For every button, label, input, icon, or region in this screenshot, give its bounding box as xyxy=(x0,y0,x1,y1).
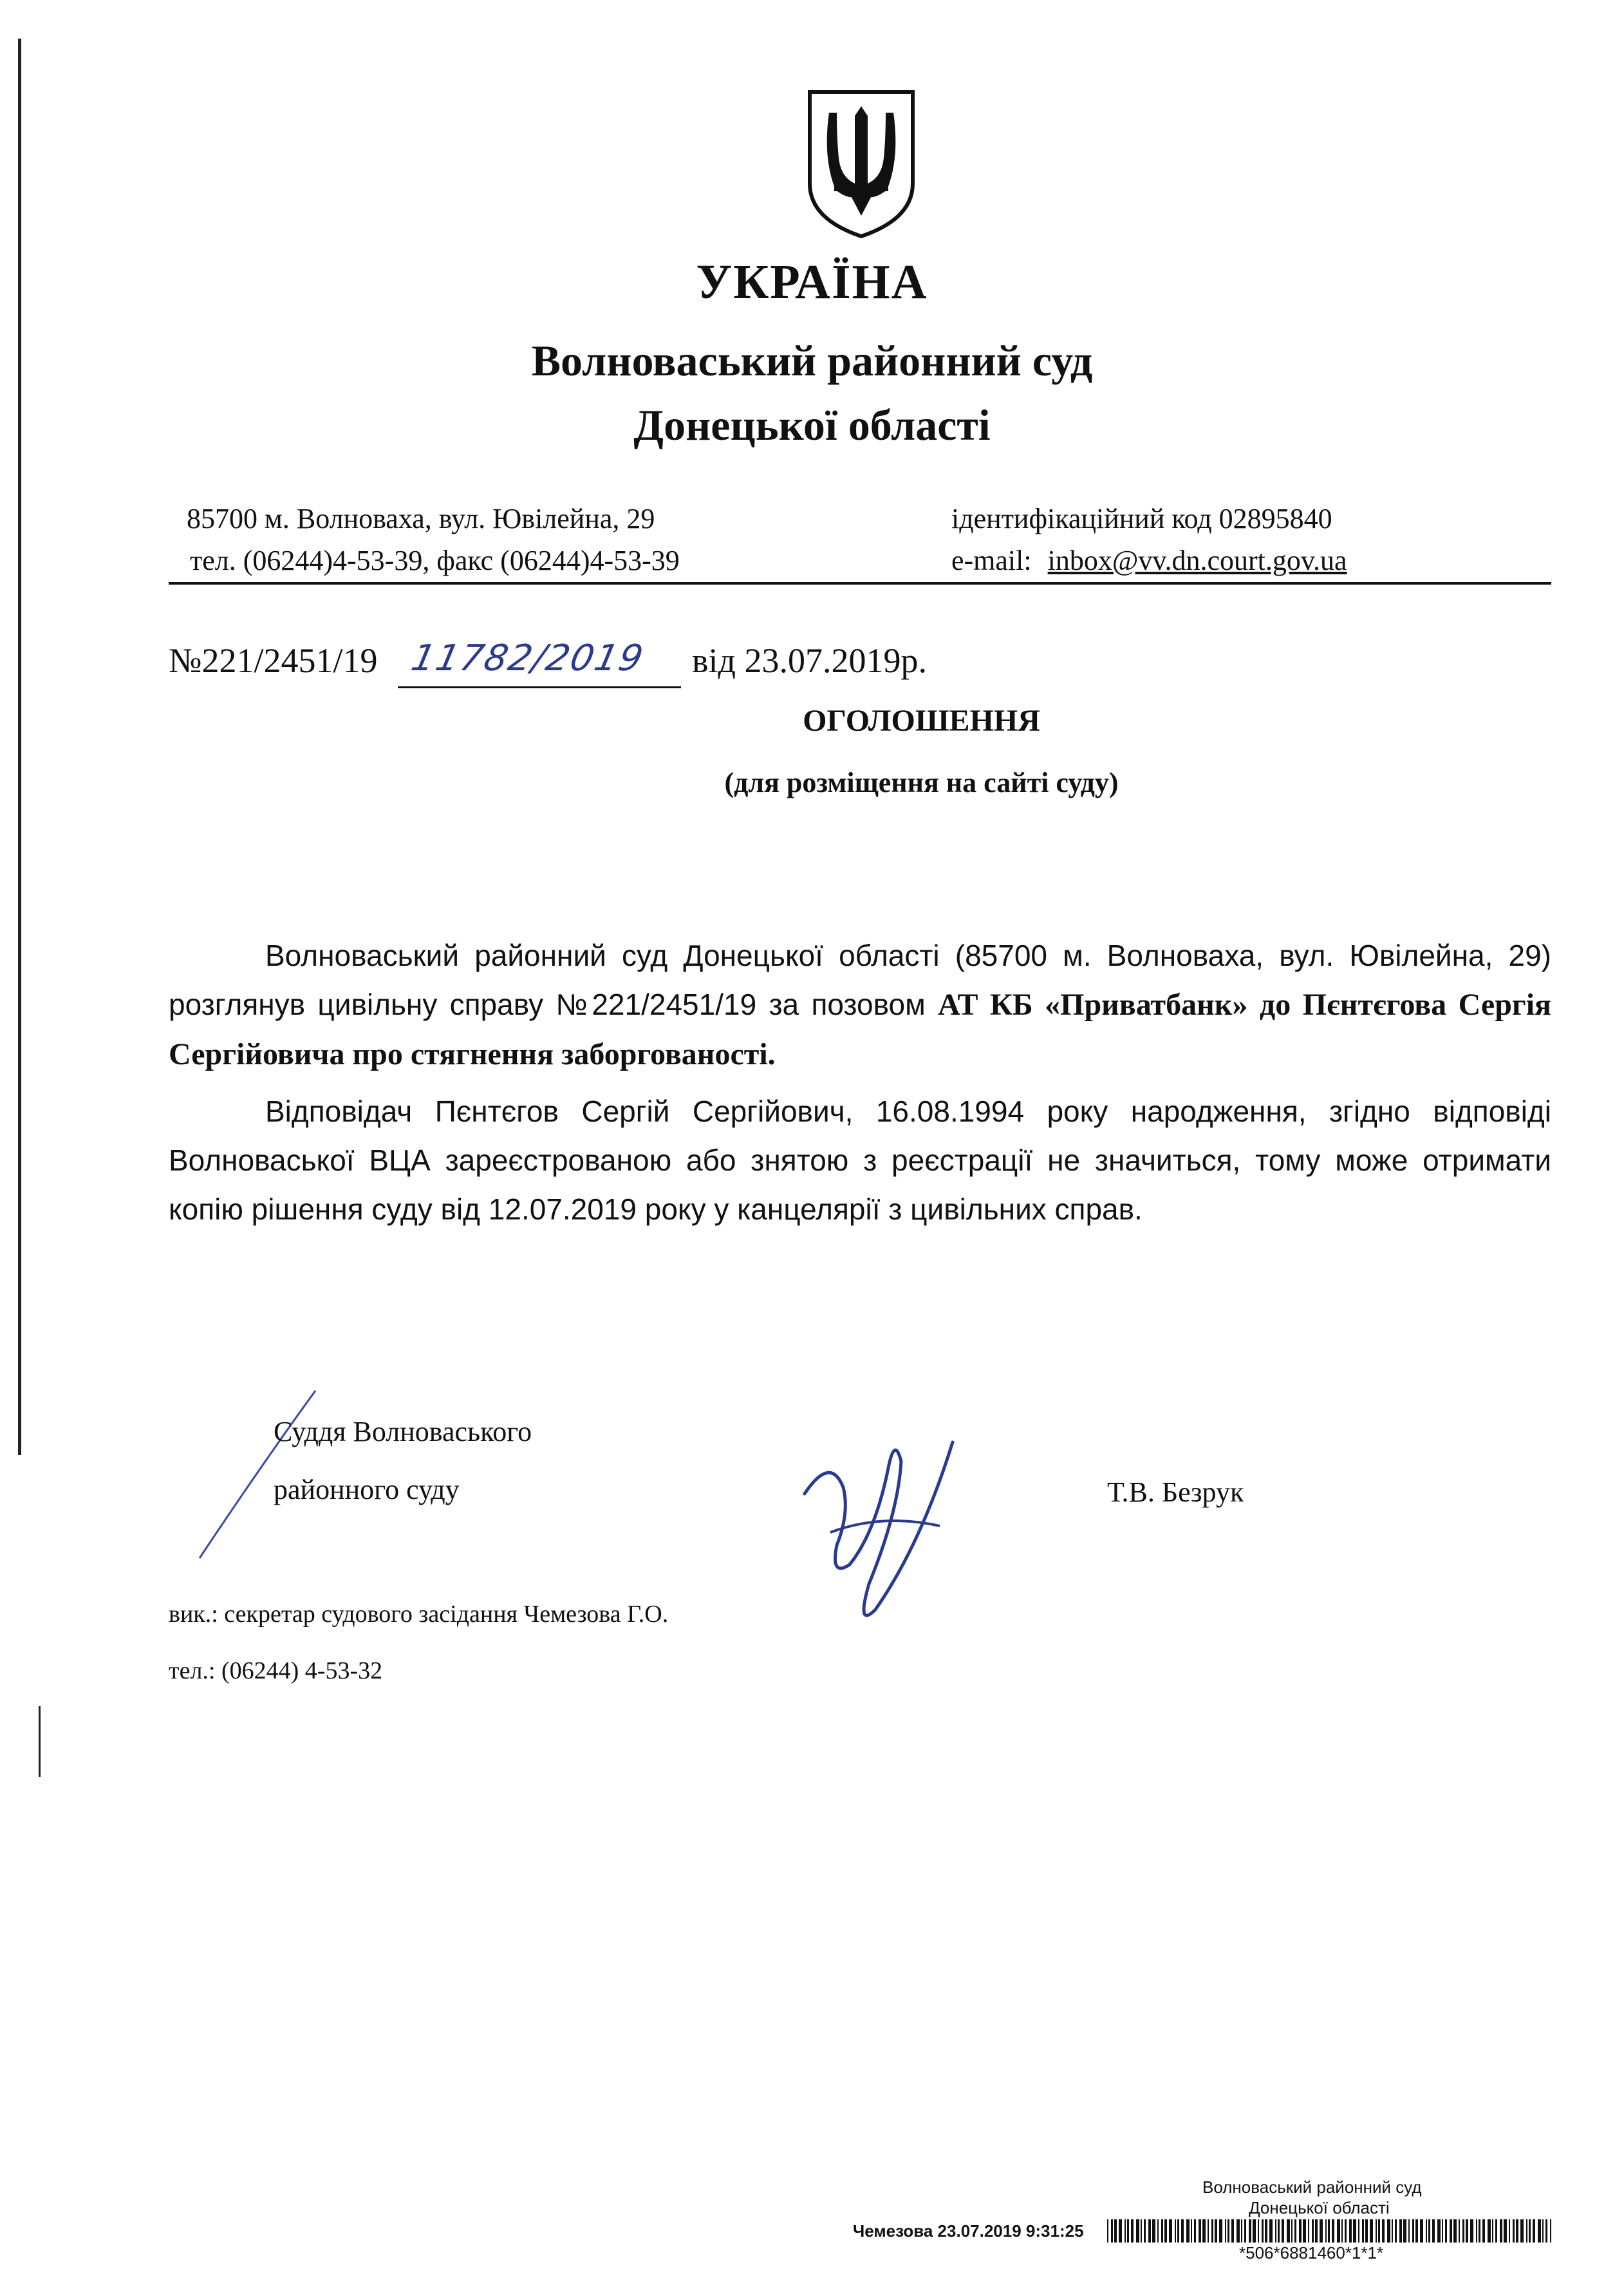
identification-code: ідентифікаційний код 02895840 xyxy=(951,503,1332,534)
barcode-bar xyxy=(1186,2219,1190,2243)
scan-edge-line xyxy=(18,39,21,1455)
barcode-bar xyxy=(1362,2219,1364,2243)
barcode-bar xyxy=(1199,2219,1201,2243)
barcode-bar xyxy=(1403,2219,1406,2243)
barcode-bar xyxy=(1208,2219,1209,2243)
barcode-bar xyxy=(1365,2219,1368,2243)
barcode-bar xyxy=(1428,2219,1430,2243)
barcode-bar xyxy=(1127,2219,1129,2243)
barcode-bar xyxy=(1459,2219,1460,2243)
paragraph-claim xyxy=(169,931,1551,1079)
country-heading: УКРАЇНА xyxy=(696,255,928,309)
barcode-bar xyxy=(1415,2219,1418,2243)
judge-name: Т.В. Безрук xyxy=(1107,1476,1244,1508)
barcode-bar xyxy=(1315,2219,1318,2243)
barcode-bar xyxy=(1488,2219,1491,2243)
barcode-bar xyxy=(1337,2219,1340,2243)
address-phones: тел. (06244)4-53-39, факс (06244)4-53-39 xyxy=(190,545,680,576)
barcode-bar xyxy=(1426,2219,1427,2243)
stamp-operator: Чемезова 23.07.2019 9:31:25 xyxy=(853,2221,1084,2241)
barcode-bar xyxy=(1219,2219,1222,2243)
barcode-bar xyxy=(1294,2219,1296,2243)
address-postal: 85700 м. Волноваха, вул. Ювілейна, 29 xyxy=(187,503,655,534)
stamp-court-name: Волноваський районний суд xyxy=(1202,2177,1422,2197)
court-region: Донецької області xyxy=(633,400,991,449)
barcode-bar xyxy=(1529,2219,1531,2243)
barcode-bar xyxy=(1291,2219,1293,2243)
barcode-bar xyxy=(1269,2219,1273,2243)
barcode-bar xyxy=(1470,2219,1473,2243)
document-title: ОГОЛОШЕННЯ xyxy=(803,704,1040,738)
barcode-bar xyxy=(1119,2219,1122,2243)
barcode-bar xyxy=(1341,2219,1343,2243)
barcode-bar xyxy=(1482,2219,1485,2243)
barcode-bar xyxy=(1542,2219,1544,2243)
barcode-bar xyxy=(1231,2219,1234,2243)
barcode-bar xyxy=(1358,2219,1359,2243)
barcode-bar xyxy=(1533,2219,1535,2243)
barcode-bar xyxy=(1299,2219,1302,2243)
stamp-court-region: Донецької області xyxy=(1249,2198,1390,2217)
barcode-bar xyxy=(1399,2219,1402,2243)
court-name: Волноваський районний суд xyxy=(531,336,1093,385)
paragraph-claim-bold: АТ КБ «Приватбанк» до Пєнтєгова Сергія Сергійовича про стягнення заборгованості. xyxy=(169,988,1551,1071)
barcode-bar xyxy=(1462,2219,1464,2243)
barcode-bar xyxy=(1492,2219,1493,2243)
barcode xyxy=(1107,2219,1551,2243)
barcode-bar xyxy=(1169,2219,1172,2243)
barcode-bar xyxy=(1450,2219,1452,2243)
barcode-bar xyxy=(1320,2219,1323,2243)
court-heading xyxy=(0,328,1624,457)
barcode-bar xyxy=(1308,2219,1309,2243)
barcode-bar xyxy=(1513,2219,1515,2243)
registration-number: №221/2451/19 xyxy=(169,641,378,680)
barcode-bar xyxy=(1349,2219,1352,2243)
barcode-bar xyxy=(1520,2219,1524,2243)
barcode-bar xyxy=(1211,2219,1213,2243)
barcode-bar xyxy=(1526,2219,1527,2243)
barcode-bar xyxy=(1244,2219,1246,2243)
barcode-bar xyxy=(1479,2219,1480,2243)
barcode-bar xyxy=(1152,2219,1155,2243)
barcode-bar xyxy=(1420,2219,1423,2243)
registration-handwritten xyxy=(407,637,648,679)
barcode-bar xyxy=(1516,2219,1518,2243)
barcode-bar xyxy=(1395,2219,1397,2243)
barcode-bar xyxy=(1312,2219,1314,2243)
barcode-bar xyxy=(1111,2219,1113,2243)
barcode-bar xyxy=(1241,2219,1242,2243)
barcode-bar xyxy=(1332,2219,1334,2243)
barcode-bar xyxy=(1191,2219,1192,2243)
paragraph-defendant: Відповідач Пєнтєгов Сергій Сергійович, 16.08.1994 року народження, згідно відповіді Волноваської ВЦА зареєстрованою або знятою з реєстрації не значиться, тому може отримати копію рішення суду від 12.07.2019 року у канцелярії з цивільних справ. xyxy=(169,1095,1551,1226)
barcode-bar xyxy=(1262,2219,1264,2243)
barcode-bar xyxy=(1538,2219,1541,2243)
stamp-code: *506*6881460*1*1* xyxy=(1239,2243,1384,2262)
barcode-bar xyxy=(1275,2219,1276,2243)
barcode-bar xyxy=(1453,2219,1457,2243)
barcode-bar xyxy=(1437,2219,1441,2243)
email-link[interactable]: inbox@vv.dn.court.gov.ua xyxy=(1047,545,1347,576)
barcode-bar xyxy=(1353,2219,1356,2243)
barcode-bar xyxy=(1144,2219,1146,2243)
coat-of-arms-icon xyxy=(803,87,919,241)
registration-handwritten-text: 11782/2019 xyxy=(407,637,648,679)
barcode-bar xyxy=(1278,2219,1280,2243)
email-line xyxy=(951,544,1347,577)
registration-date: від 23.07.2019р. xyxy=(692,641,927,680)
barcode-bar xyxy=(1378,2219,1380,2243)
document-subtitle: (для розміщення на сайті суду) xyxy=(724,767,1119,798)
barcode-bar xyxy=(1227,2219,1229,2243)
barcode-bar xyxy=(1125,2219,1126,2243)
barcode-bar xyxy=(1265,2219,1267,2243)
barcode-bar xyxy=(1107,2219,1108,2243)
barcode-bar xyxy=(1141,2219,1142,2243)
barcode-bar xyxy=(1376,2219,1377,2243)
barcode-bar xyxy=(1325,2219,1327,2243)
barcode-bar xyxy=(1504,2219,1507,2243)
barcode-bar xyxy=(1495,2219,1497,2243)
barcode-bar xyxy=(1432,2219,1435,2243)
barcode-bar xyxy=(1253,2219,1256,2243)
paragraph-claim-text: Волноваський районний суд Донецької області (85700 м. Волноваха, вул. Ювілейна, 29) розглянув цивільну справу №221/2451/19 за позовом xyxy=(169,939,1551,1021)
barcode-bar xyxy=(1382,2219,1385,2243)
barcode-bar xyxy=(1161,2219,1163,2243)
barcode-bar xyxy=(1545,2219,1547,2243)
barcode-bar xyxy=(1387,2219,1390,2243)
barcode-bar xyxy=(1181,2219,1184,2243)
email-label: e-mail: xyxy=(951,545,1032,576)
barcode-bar xyxy=(1392,2219,1393,2243)
barcode-bar xyxy=(1215,2219,1217,2243)
barcode-bar xyxy=(1177,2219,1179,2243)
barcode-bar xyxy=(1175,2219,1176,2243)
barcode-bar xyxy=(1476,2219,1477,2243)
barcode-bar xyxy=(1282,2219,1284,2243)
judge-position-line2: районного суду xyxy=(274,1474,460,1505)
executor-phone: тел.: (06244) 4-53-32 xyxy=(169,1657,383,1684)
barcode-bar xyxy=(1412,2219,1414,2243)
barcode-bar xyxy=(1442,2219,1443,2243)
barcode-bar xyxy=(1345,2219,1347,2243)
barcode-bar xyxy=(1509,2219,1510,2243)
barcode-bar xyxy=(1164,2219,1167,2243)
registration-underline xyxy=(398,686,681,688)
executor-line: вик.: секретар судового засідання Чемезова Г.О. xyxy=(169,1601,669,1628)
barcode-bar xyxy=(1237,2219,1240,2243)
barcode-bar xyxy=(1500,2219,1502,2243)
barcode-bar xyxy=(1287,2219,1290,2243)
barcode-bar xyxy=(1550,2219,1551,2243)
header-divider xyxy=(169,582,1551,585)
barcode-bar xyxy=(1408,2219,1410,2243)
barcode-bar xyxy=(1202,2219,1206,2243)
barcode-bar xyxy=(1303,2219,1306,2243)
barcode-bar xyxy=(1194,2219,1196,2243)
judge-signature xyxy=(792,1416,972,1648)
barcode-bar xyxy=(1114,2219,1117,2243)
barcode-bar xyxy=(1225,2219,1226,2243)
barcode-bar xyxy=(1370,2219,1373,2243)
scan-edge-mark xyxy=(39,1706,41,1777)
barcode-bar xyxy=(1131,2219,1134,2243)
barcode-bar xyxy=(1157,2219,1159,2243)
barcode-bar xyxy=(1148,2219,1151,2243)
barcode-bar xyxy=(1258,2219,1259,2243)
judge-position-line1: Суддя Волноваського xyxy=(274,1416,532,1447)
barcode-bar xyxy=(1466,2219,1468,2243)
barcode-bar xyxy=(1249,2219,1251,2243)
barcode-bar xyxy=(1445,2219,1447,2243)
barcode-bar xyxy=(1328,2219,1330,2243)
barcode-bar xyxy=(1136,2219,1139,2243)
